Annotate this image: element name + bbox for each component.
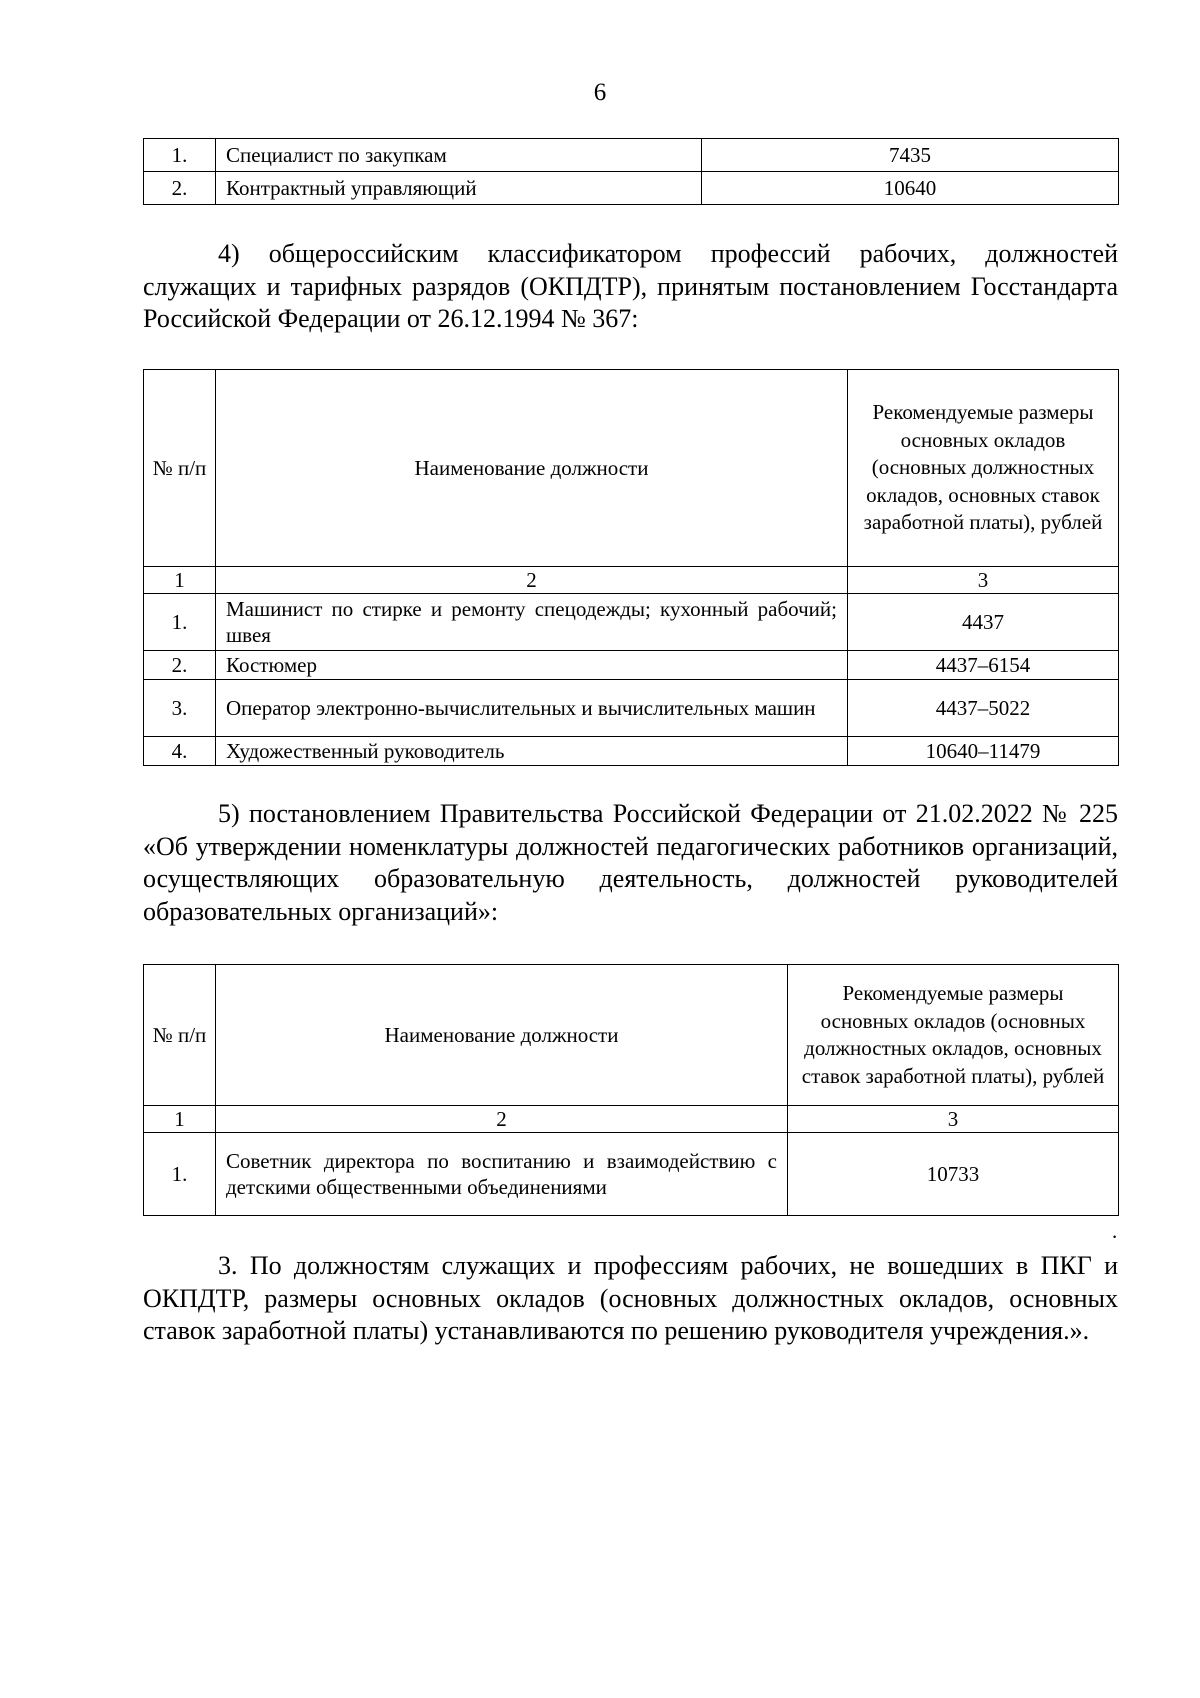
table-row [144, 139, 1119, 172]
position-name: Костюмер [216, 651, 848, 680]
salary-value: 4437–6154 [848, 651, 1119, 680]
table-row [144, 651, 1119, 680]
salary-value: 10733 [788, 1133, 1119, 1216]
position-name: Советник директора по воспитанию и взаимодействию с детскими общественными объединениями [216, 1133, 788, 1216]
position-name: Контрактный управляющий [216, 172, 702, 205]
salary-value: 10640–11479 [848, 737, 1119, 766]
row-number: 1. [144, 594, 216, 651]
position-name: Оператор электронно-вычислительных и вычислительных машин [216, 680, 848, 737]
table-header-row [144, 370, 1119, 567]
row-number: 3. [144, 680, 216, 737]
positions-table-okpdtr [143, 369, 1119, 766]
column-number: 2 [216, 1106, 788, 1133]
positions-table-procurement [143, 138, 1119, 205]
header-salary: Рекомендуемые размеры основных окладов (основных должностных окладов, основных ставок заработной платы), рублей [848, 370, 1119, 567]
paragraph-government-decree: 5) постановлением Правительства Российской Федерации от 21.02.2022 № 225 «Об утверждении номенклатуры должностей педагогических работников организаций, осуществляющих образовательную деятельность, должностей руководителей образовательных организаций»: [143, 799, 1118, 926]
header-position-name: Наименование должности [216, 370, 848, 567]
header-number: № п/п [144, 370, 216, 567]
column-numbers-row [144, 1106, 1119, 1133]
header-number: № п/п [144, 965, 216, 1106]
row-number: 1. [144, 1133, 216, 1216]
row-number: 2. [144, 651, 216, 680]
column-number: 1 [144, 567, 216, 594]
paragraph-clause-3: 3. По должностям служащих и профессиям рабочих, не вошедших в ПКГ и ОКПДТР, размеры основных окладов (основных должностных окладов, основных ставок заработной платы) устанавливаются по решению руководителя учреждения.». [143, 1251, 1118, 1345]
table-row [144, 594, 1119, 651]
row-number: 1. [144, 139, 216, 172]
salary-value: 4437 [848, 594, 1119, 651]
salary-value: 7435 [702, 139, 1119, 172]
column-number: 2 [216, 567, 848, 594]
paragraph-okpdtr: 4) общероссийским классификатором профессий рабочих, должностей служащих и тарифных разрядов (ОКПДТР), принятым постановлением Госстандарта Российской Федерации от 26.12.1994 № 367: [143, 239, 1118, 333]
table-header-row [144, 965, 1119, 1106]
row-number: 2. [144, 172, 216, 205]
position-name: Машинист по стирке и ремонту спецодежды; кухонный рабочий; швея [216, 594, 848, 651]
page-number: 6 [593, 79, 607, 106]
positions-table-pedagogical [143, 964, 1119, 1216]
table-row [144, 680, 1119, 737]
position-name: Художественный руководитель [216, 737, 848, 766]
position-name: Специалист по закупкам [216, 139, 702, 172]
column-number: 3 [848, 567, 1119, 594]
table-row [144, 737, 1119, 766]
header-salary: Рекомендуемые размеры основных окладов (основных должностных окладов, основных ставок заработной платы), рублей [788, 965, 1119, 1106]
salary-value: 10640 [702, 172, 1119, 205]
salary-value: 4437–5022 [848, 680, 1119, 737]
column-numbers-row [144, 567, 1119, 594]
table-row [144, 1133, 1119, 1216]
table-row [144, 172, 1119, 205]
stray-mark: . [1112, 1219, 1118, 1243]
header-position-name: Наименование должности [216, 965, 788, 1106]
row-number: 4. [144, 737, 216, 766]
column-number: 1 [144, 1106, 216, 1133]
column-number: 3 [788, 1106, 1119, 1133]
